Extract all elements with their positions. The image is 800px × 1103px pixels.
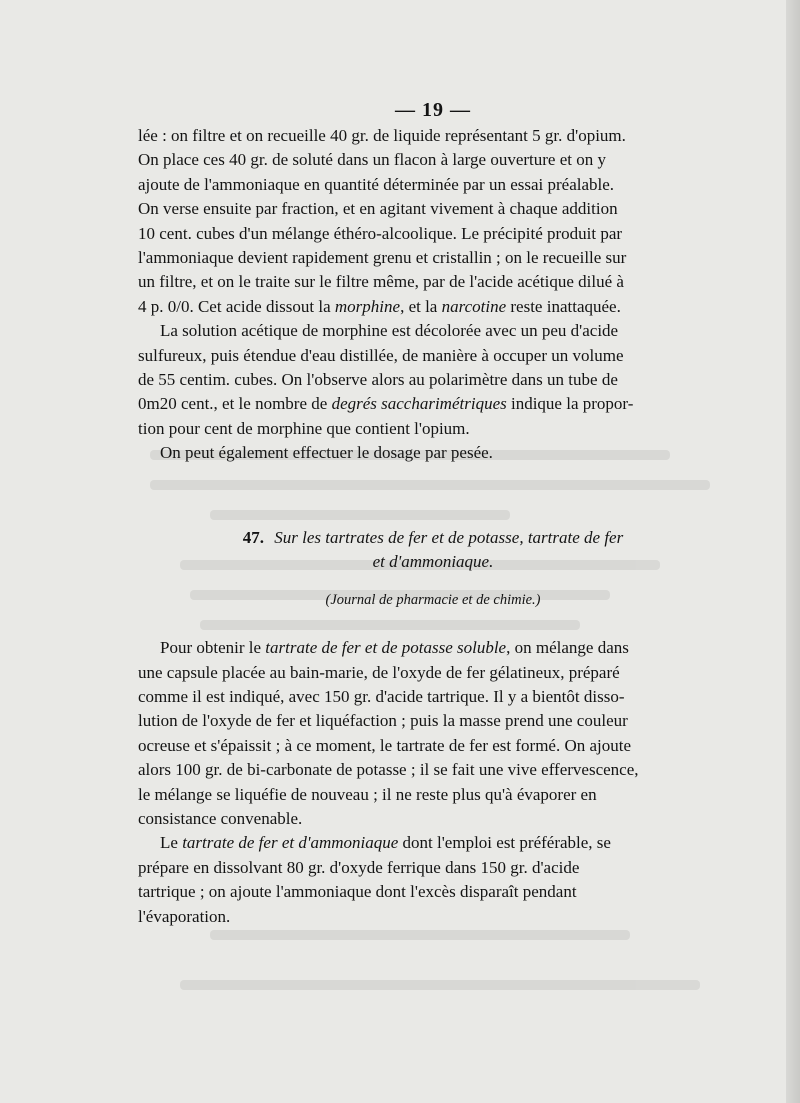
text-fragment: , et la: [400, 296, 442, 316]
text-line: ocreuse et s'épaissit ; à ce moment, le tartrate de fer est formé. On ajoute: [138, 735, 632, 755]
text-fragment: dont l'emploi est préférable, se: [398, 833, 611, 853]
text-fragment: indique la propor-: [506, 394, 634, 414]
paragraph-tartrate-potasse: [138, 636, 728, 831]
text-line: tion pour cent de morphine que contient l'opium.: [138, 418, 470, 438]
text-line: l'ammoniaque devient rapidement grenu et cristallin ; on le recueille sur: [138, 248, 627, 268]
italic-term-degres: degrés saccharimétriques: [331, 394, 507, 414]
text-line: un filtre, et on le traite sur le filtre même, par de l'acide acétique dilué à: [138, 272, 624, 292]
text-line: une capsule placée au bain-marie, de l'oxyde de fer gélatineux, préparé: [138, 662, 620, 682]
section-47-title: [138, 526, 728, 574]
text-line: La solution acétique de morphine est décolorée avec un peu d'acide: [160, 321, 619, 341]
text-line: consistance convenable.: [138, 808, 303, 828]
text-fragment: , on mélange dans: [506, 638, 629, 658]
text-fragment: Pour obtenir le: [160, 638, 266, 658]
italic-term-tartrate-ammoniaque: tartrate de fer et d'ammoniaque: [182, 833, 399, 853]
page-number: — 19 —: [395, 99, 471, 121]
text-fragment: 0m20 cent., et le nombre de: [138, 394, 332, 414]
text-line: sulfureux, puis étendue d'eau distillée, de manière à occuper un volume: [138, 345, 624, 365]
text-fragment: 4 p. 0/0. Cet acide dissout la: [138, 296, 335, 316]
text-line: le mélange se liquéfie de nouveau ; il ne reste plus qu'à évaporer en: [138, 784, 597, 804]
text-line: On place ces 40 gr. de soluté dans un flacon à large ouverture et on y: [138, 150, 606, 170]
paragraph-tartrate-ammoniaque: [138, 831, 728, 929]
text-line: 10 cent. cubes d'un mélange éthéro-alcoolique. Le précipité produit par: [138, 223, 623, 243]
paragraph-pesee: [138, 441, 728, 465]
text-line: comme il est indiqué, avec 150 gr. d'acide tartrique. Il y a bientôt disso-: [138, 686, 625, 706]
text-line: lution de l'oxyde de fer et liquéfaction ; puis la masse prend une couleur: [138, 711, 628, 731]
text-line: alors 100 gr. de bi-carbonate de potasse ; il se fait une vive effervescence,: [138, 760, 639, 780]
text-line: prépare en dissolvant 80 gr. d'oxyde ferrique dans 150 gr. d'acide: [138, 857, 580, 877]
section-number: 47.: [242, 527, 265, 547]
text-line: ajoute de l'ammoniaque en quantité déterminée par un essai préalable.: [138, 174, 615, 194]
paragraph-opium-assay: [138, 124, 728, 319]
paragraph-polarimeter: [138, 319, 728, 441]
section-title-line-1: Sur les tartrates de fer et de potasse, tartrate de fer: [274, 527, 624, 547]
text-line: de 55 centim. cubes. On l'observe alors au polarimètre dans un tube de: [138, 370, 618, 390]
text-fragment: reste inattaquée.: [506, 296, 621, 316]
text-line: On verse ensuite par fraction, et en agitant vivement à chaque addition: [138, 199, 618, 219]
section-title-line-2: et d'ammoniaque.: [372, 551, 494, 571]
text-line: tartrique ; on ajoute l'ammoniaque dont l'excès disparaît pendant: [138, 882, 577, 902]
italic-term-tartrate-potasse: tartrate de fer et de potasse soluble: [265, 638, 507, 658]
page-spine-shadow: [786, 0, 800, 1103]
text-line: On peut également effectuer le dosage par pesée.: [160, 443, 493, 463]
text-fragment: Le: [160, 833, 183, 853]
italic-term-narcotine: narcotine: [441, 296, 507, 316]
italic-term-morphine: morphine: [334, 296, 401, 316]
text-line: l'évaporation.: [138, 906, 231, 926]
text-line: lée : on filtre et on recueille 40 gr. de liquide représentant 5 gr. d'opium.: [138, 126, 626, 145]
page-content: [138, 96, 728, 929]
section-source: (Journal de pharmacie et de chimie.): [325, 591, 541, 608]
